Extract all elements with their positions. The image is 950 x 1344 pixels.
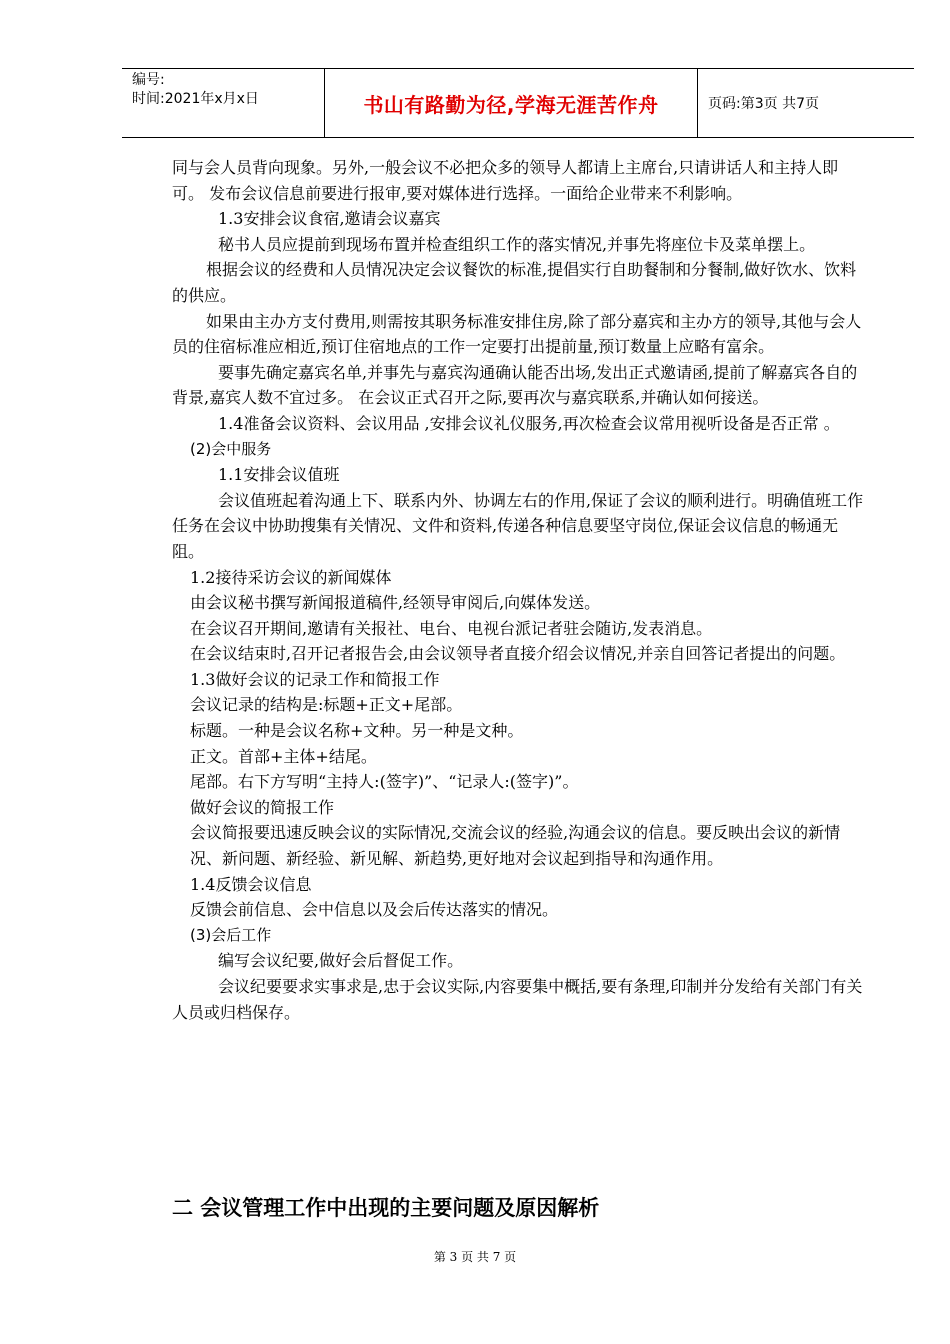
header-motto: 书山有路勤为径,学海无涯苦作舟: [325, 69, 698, 137]
subsection-title: 1.1安排会议值班: [218, 465, 340, 485]
document-body: [172, 155, 864, 1025]
paragraph: 会议值班起着沟通上下、联系内外、协调左右的作用,保证了会议的顺利进行。明确值班工作任务在会议中协助搜集有关情况、文件和资料,传递各种信息要坚守岗位,保证会议信息的畅通无阻。: [172, 490, 864, 561]
paragraph: 会议纪要要求实事求是,忠于会议实际,内容要集中概括,要有条理,印制并分发给有关部门有关人员或归档保存。: [172, 977, 863, 1022]
paragraph: 标题。一种是会议名称+文种。另一种是文种。: [190, 721, 524, 741]
paragraph: 会议简报要迅速反映会议的实际情况,交流会议的经验,沟通会议的信息。要反映出会议的新情况、新问题、新经验、新见解、新趋势,更好地对会议起到指导和沟通作用。: [190, 823, 841, 869]
subsection-title: 1.3做好会议的记录工作和简报工作: [190, 669, 440, 689]
paragraph: 会议记录的结构是:标题+正文+尾部。: [190, 695, 463, 715]
subsection-title: 1.3安排会议食宿,邀请会议嘉宾: [218, 209, 441, 229]
paragraph: 同与会人员背向现象。另外,一般会议不必把众多的领导人都请上主席台,只请讲话人和主持人即可。 发布会议信息前要进行报审,要对媒体进行选择。一面给企业带来不利影响。: [172, 158, 839, 203]
paragraph: 在会议召开期间,邀请有关报社、电台、电视台派记者驻会随访,发表消息。: [190, 618, 713, 638]
paragraph: 做好会议的简报工作: [190, 797, 335, 817]
document-number-label: 编号:: [132, 72, 165, 88]
paragraph: 根据会议的经费和人员情况决定会议餐饮的标准,提倡实行自助餐制和分餐制,做好饮水、饮料的供应。: [172, 260, 857, 305]
section-title: (3)会后工作: [190, 925, 272, 944]
paragraph: 如果由主办方支付费用,则需按其职务标准安排住房,除了部分嘉宾和主办方的领导,其他与会人员的住宿标准应相近,预订住宿地点的工作一定要打出提前量,预订数量上应略有富余。: [172, 311, 862, 357]
page-header: [122, 68, 914, 138]
paragraph: 反馈会前信息、会中信息以及会后传达落实的情况。: [190, 900, 559, 920]
header-left-cell: [122, 69, 325, 137]
subsection-title: 1.4准备会议资料、会议用品 ,安排会议礼仪服务,再次检查会议常用视听设备是否正常 。: [218, 413, 840, 433]
header-page-label: 页码:第3页 共7页: [708, 96, 819, 112]
page-footer: 第 3 页 共 7 页: [433, 1250, 517, 1264]
paragraph: 正文。首部+主体+结尾。: [190, 746, 377, 766]
paragraph: 秘书人员应提前到现场布置并检查组织工作的落实情况,并事先将座位卡及菜单摆上。: [218, 234, 816, 254]
paragraph: 尾部。右下方写明“主持人:(签字)”、“记录人:(签字)”。: [190, 772, 579, 792]
paragraph: 要事先确定嘉宾名单,并事先与嘉宾沟通确认能否出场,发出正式邀请函,提前了解嘉宾各自的背景,嘉宾人数不宜过多。 在会议正式召开之际,要再次与嘉宾联系,并确认如何接送。: [172, 362, 858, 408]
section-heading: 二 会议管理工作中出现的主要问题及原因解析: [172, 1196, 600, 1220]
paragraph: 编写会议纪要,做好会后督促工作。: [218, 951, 464, 971]
section-title: (2)会中服务: [190, 439, 272, 458]
document-time-label: 时间:2021年x月x日: [132, 91, 259, 107]
paragraph: 由会议秘书撰写新闻报道稿件,经领导审阅后,向媒体发送。: [190, 593, 601, 613]
subsection-title: 1.4反馈会议信息: [190, 874, 312, 894]
subsection-title: 1.2接待采访会议的新闻媒体: [190, 567, 392, 587]
paragraph: 在会议结束时,召开记者报告会,由会议领导者直接介绍会议情况,并亲自回答记者提出的问题。: [190, 644, 846, 664]
